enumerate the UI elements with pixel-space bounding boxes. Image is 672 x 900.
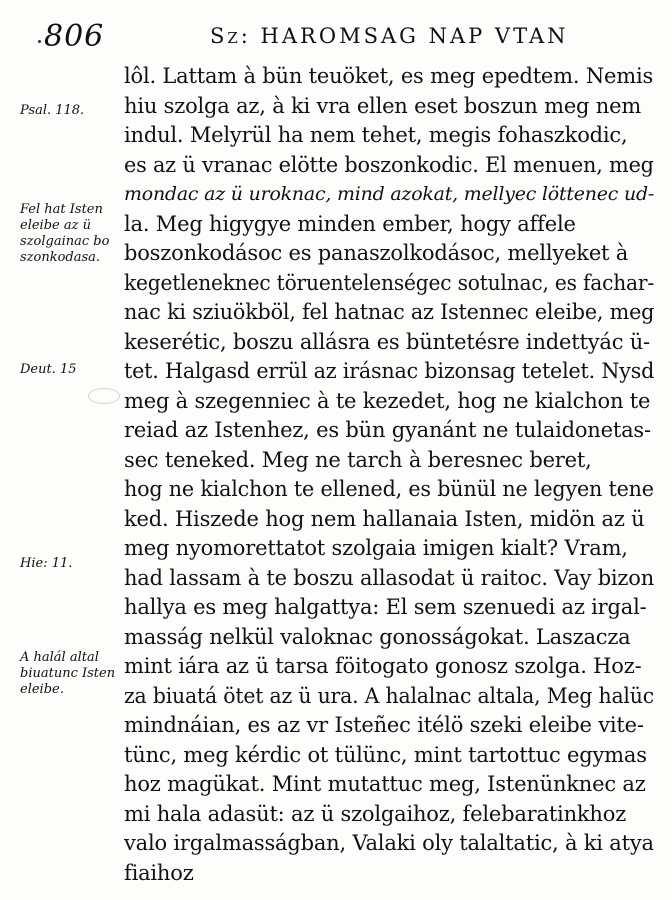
text-line: ked. Hiszede hog nem hallanaia Isten, midön az ü (124, 506, 645, 531)
text-line: lôl. Lattam à bün teuöket, es meg epedtem. Nemis (124, 64, 654, 88)
page-number: 806 (44, 19, 105, 54)
text-line: valo irgalmasságban, Valaki oly talaltatic, à ki atya (124, 831, 654, 855)
text-line: mi hala adasüt: az ü szolgaihoz, felebaratinkhoz (124, 801, 627, 826)
text-line: kegetleneknec töruentelenségec sotulnac, es fachar- (124, 270, 654, 295)
text-line: reiad az Istenhez, es bün gyanánt ne tulaidonetas- (124, 418, 651, 442)
text-line: hiu szolga az, à ki vra ellen eset boszun meg nem (124, 93, 642, 118)
margin-note-halal (20, 650, 115, 698)
text-line: hallya es meg halgattya: El sem szenuedi az irgal- (124, 595, 647, 619)
margin-note-hie (20, 556, 72, 572)
ink-smudge (88, 388, 120, 404)
text-line: mondac az ü uroknac, mind azokat, mellyec löttenec ud- (124, 183, 654, 205)
text-line: boszonkodásoc es panaszolkodásoc, mellyeket à (124, 241, 629, 265)
margin-note-line: szonkodasa. (20, 250, 101, 265)
margin-note-fel-hat (20, 202, 109, 266)
margin-note-line: eleibe az ü (20, 218, 91, 233)
text-line: za biuatá ötet az ü ura. A halalnac altala, Meg halüc (124, 683, 654, 708)
text-line: sec teneked. Meg ne tarch à beresnec beret, (124, 447, 592, 472)
text-line: tünc, meg kérdic ot tülünc, mint tartottuc egymas (124, 742, 647, 767)
margin-note-line: Psal. 118. (20, 103, 85, 118)
text-line: hoz magükat. Mint mutattuc meg, Istenünknec az (124, 772, 646, 796)
text-line: masság nelkül valoknac gonosságokat. Laszacza (124, 624, 631, 649)
margin-note-psalm (20, 103, 84, 119)
running-head: Sz: HAROMSAG NAP VTAN (210, 24, 569, 48)
text-line: indul. Melyrül ha nem tehet, megis fohaszkodic, (124, 123, 628, 147)
margin-note-deut (20, 362, 77, 378)
ink-speck (38, 40, 41, 43)
text-line: mint iára az ü tarsa föitogato gonosz szolga. Hoz- (124, 654, 642, 678)
margin-note-line: A halál altal (20, 650, 99, 665)
text-line: meg nyomorettatot szolgaia imigen kialt? Vram, (124, 536, 628, 560)
text-line: hog ne kialchon te ellened, es bünül ne legyen tene (124, 477, 654, 501)
margin-note-line: biuatunc Isten (20, 666, 116, 681)
text-line: meg à szegenniec à te kezedet, hog ne kialchon te (124, 388, 651, 413)
margin-note-line: eleibe. (20, 682, 64, 697)
margin-note-line: Hie: 11. (20, 556, 73, 571)
text-line: tet. Halgasd errül az irásnac bizonsag tetelet. Nysd (124, 359, 654, 383)
margin-note-line: Fel hat Isten (20, 202, 103, 217)
text-line: nac ki sziuökböl, fel hatnac az Istennec eleibe, meg (124, 300, 654, 324)
text-line: had lassam à te boszu allasodat ü raitoc. Vay bizon (124, 565, 654, 590)
margin-note-line: Deut. 15 (20, 362, 77, 377)
text-line: mindnáian, es az vr Isteñec itélö szeki eleibe vite- (124, 713, 644, 737)
text-line: la. Meg higygye minden ember, hogy affele (124, 211, 576, 236)
margin-note-line: szolgainac bo (20, 234, 110, 249)
text-line: fiaihoz (124, 860, 194, 885)
text-line: es az ü vranac elötte boszonkodic. El menuen, meg (124, 152, 654, 177)
text-line: keserétic, boszu allásra es büntetésre indettyác ü- (124, 329, 650, 354)
body-text (124, 62, 654, 888)
